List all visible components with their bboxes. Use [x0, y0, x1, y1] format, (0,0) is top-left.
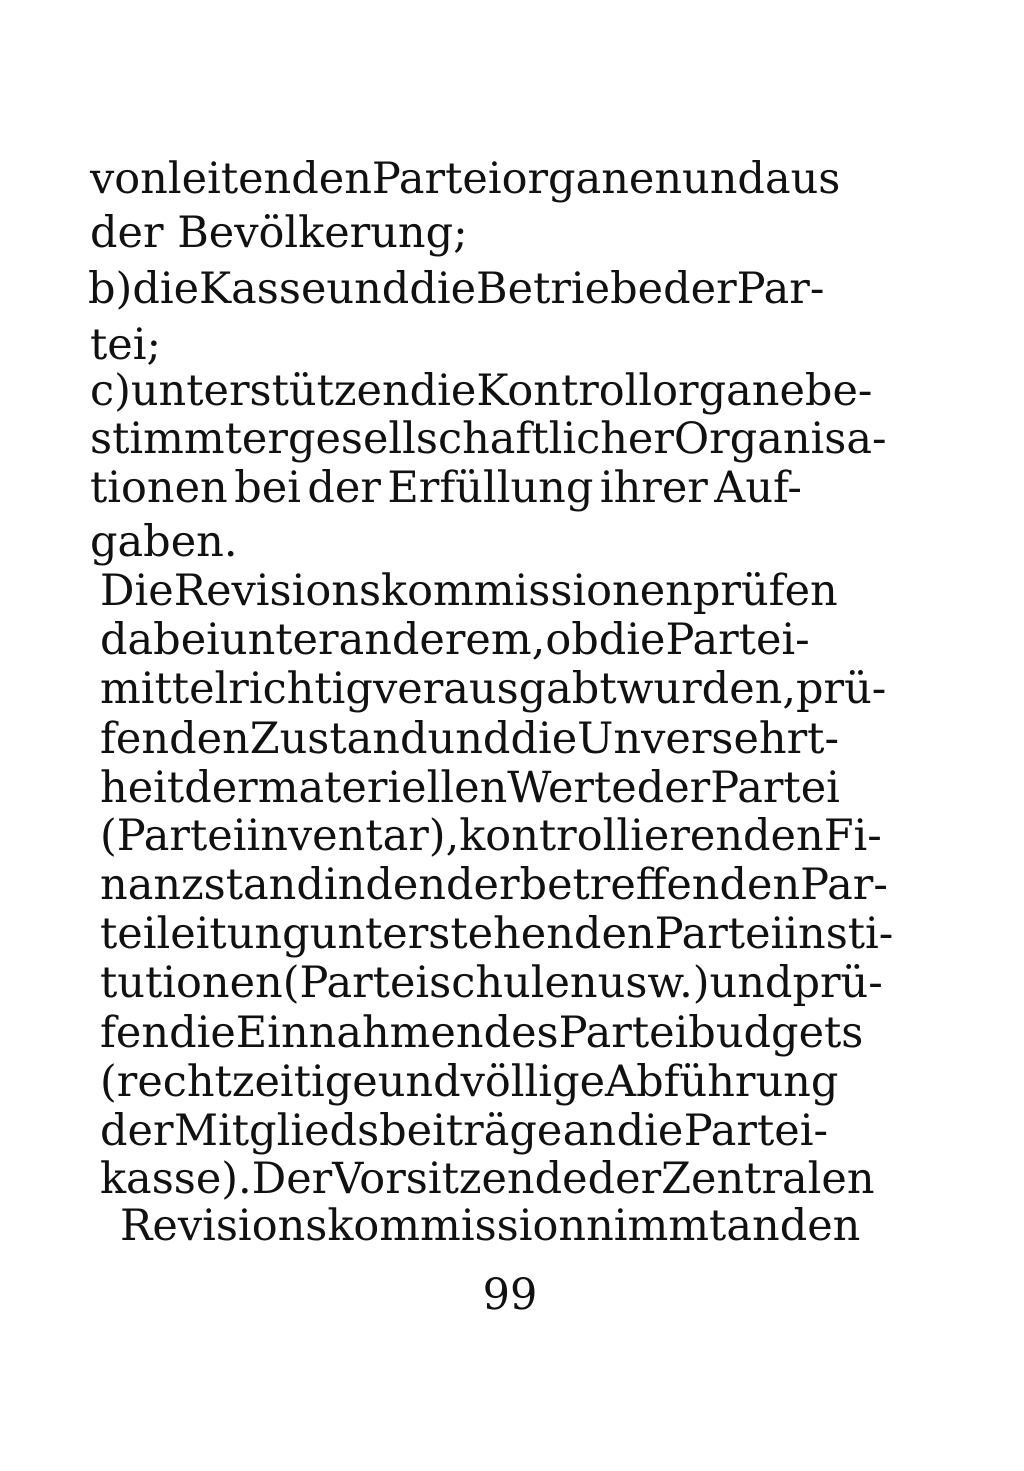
- text-line-3: b) die Kasse und die Betriebe der Par-: [88, 264, 825, 314]
- text-line-11: mittel richtig verausgabt wurden, prü-: [100, 664, 887, 714]
- text-line-20: der Mitgliedsbeiträge an die Partei-: [100, 1106, 828, 1156]
- text-line-16: teileitung unterstehenden Parteiinsti-: [100, 909, 894, 959]
- text-line-6: stimmter gesellschaftlicher Organisa-: [90, 414, 887, 464]
- text-line-2: der Bevölkerung;: [90, 208, 468, 258]
- text-line-12: fen den Zustand und die Unversehrt-: [100, 714, 839, 764]
- text-line-21: kasse). Der Vorsitzende der Zentralen: [100, 1154, 875, 1204]
- text-line-4: tei;: [90, 320, 161, 370]
- text-line-1: von leitenden Parteiorganen und aus: [90, 154, 841, 204]
- text-line-18: fen die Einnahmen des Parteibudgets: [100, 1008, 864, 1058]
- text-line-22: Revisionskommission nimmt an den: [120, 1201, 861, 1251]
- text-line-7: tionen bei der Erfüllung ihrer Auf-: [90, 463, 802, 513]
- text-line-17: tutionen (Parteischulen usw.) und prü-: [100, 958, 883, 1008]
- text-line-10: dabei unter anderem, ob die Partei-: [100, 615, 810, 665]
- text-line-15: nanzstand in den der betreffenden Par-: [100, 860, 888, 910]
- text-line-14: (Parteiinventar), kontrollieren den Fi-: [100, 811, 882, 861]
- text-line-8: gaben.: [90, 517, 238, 567]
- text-line-19: (rechtzeitige und völlige Abführung: [100, 1057, 839, 1107]
- text-line-5: c) unterstützen die Kontrollorgane be-: [90, 366, 873, 416]
- page-number: 99: [482, 1270, 538, 1320]
- text-line-9: Die Revisionskommissionen prüfen: [100, 566, 838, 616]
- text-line-13: heit der materiellen Werte der Partei: [100, 763, 840, 813]
